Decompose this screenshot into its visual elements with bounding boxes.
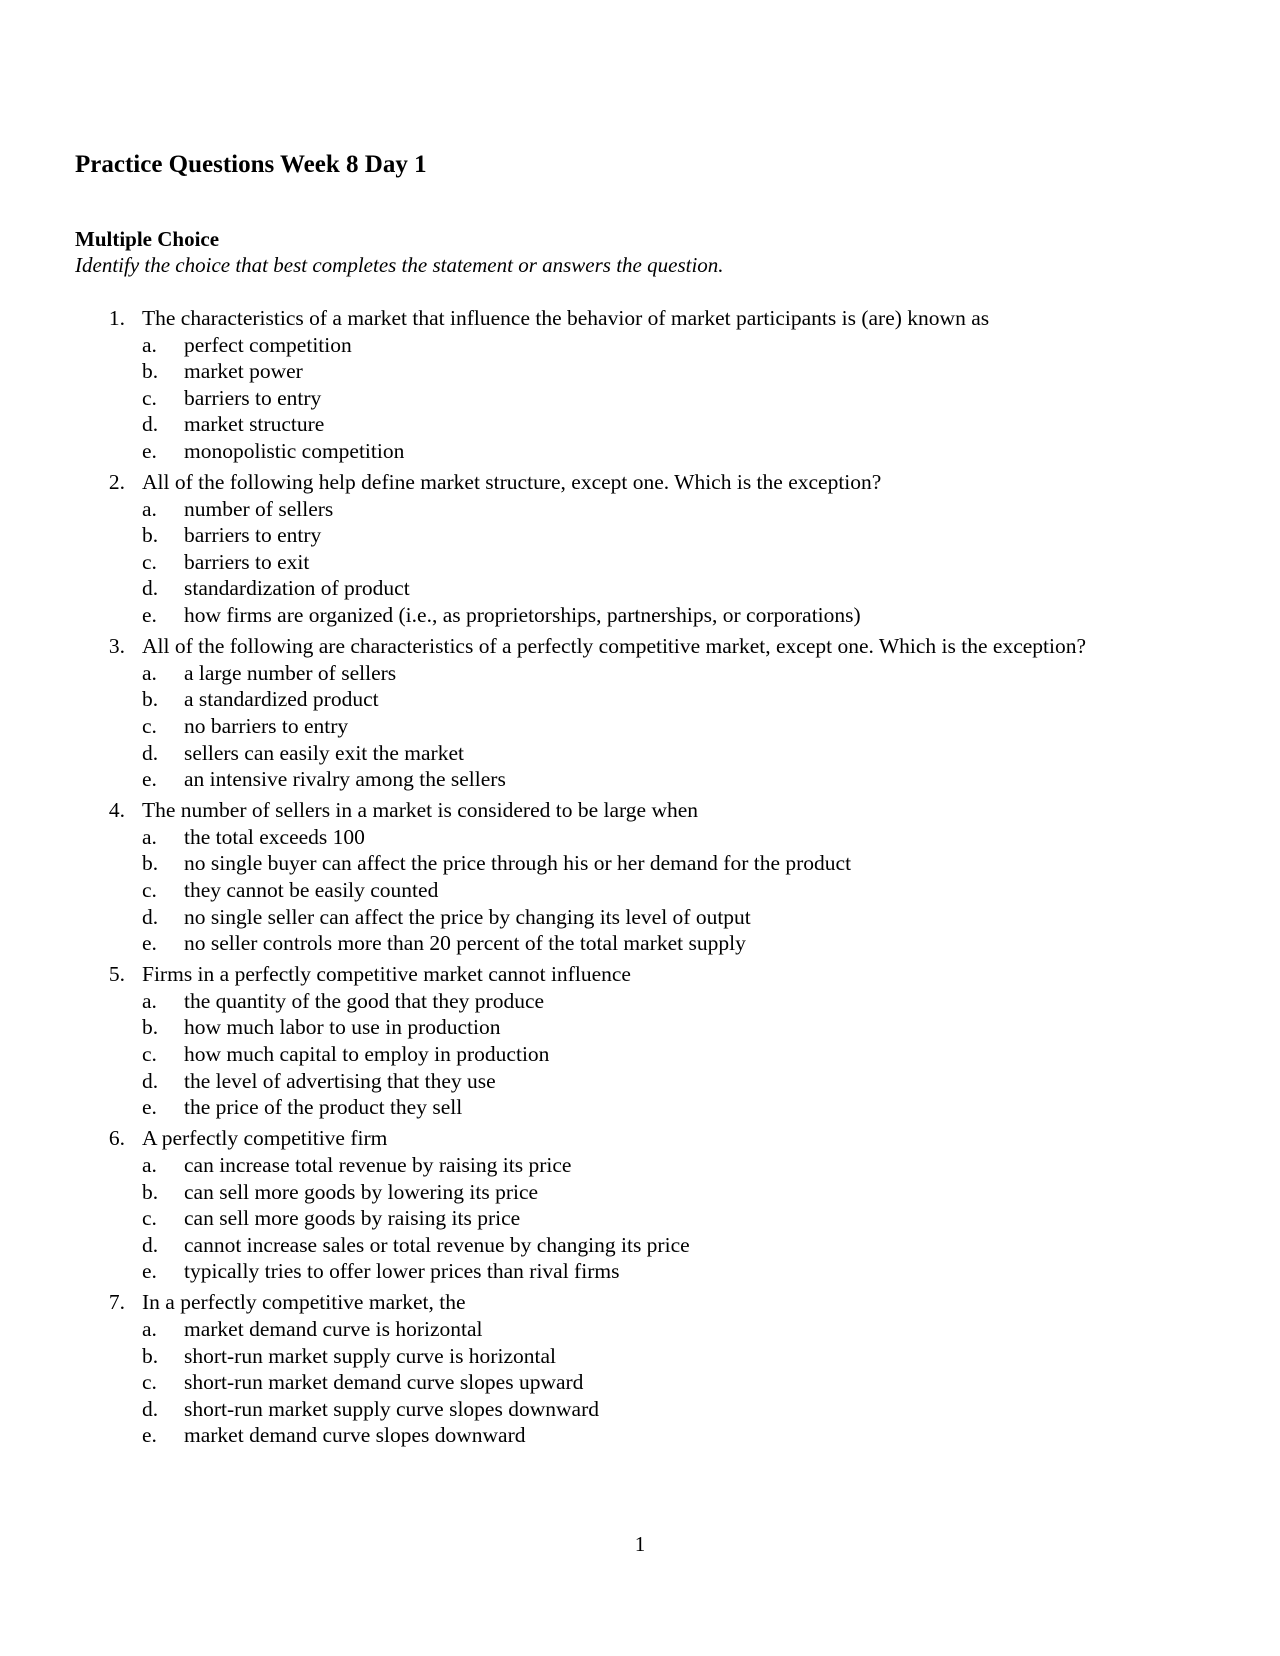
answer-option: [0, 1068, 1280, 1095]
option-letter: d.: [142, 1232, 159, 1257]
option-text: the price of the product they sell: [184, 1095, 463, 1120]
option-letter: b.: [142, 687, 159, 712]
answer-option: [0, 602, 1280, 629]
option-text: number of sellers: [184, 496, 334, 521]
answer-option: [0, 1179, 1280, 1206]
answer-option: [0, 1396, 1280, 1423]
option-letter: a.: [142, 496, 157, 521]
answer-option: [0, 904, 1280, 931]
option-text: can sell more goods by raising its price: [184, 1206, 521, 1231]
option-letter: e.: [142, 1095, 157, 1120]
option-text: market demand curve is horizontal: [184, 1316, 483, 1341]
option-text: short-run market supply curve is horizontal: [184, 1343, 556, 1368]
answer-option: [0, 332, 1280, 359]
question-item: [0, 469, 1280, 629]
option-letter: e.: [142, 603, 157, 628]
option-letter: c.: [142, 1370, 157, 1395]
answer-option: [0, 496, 1280, 523]
option-letter: e.: [142, 1423, 157, 1448]
answer-option: [0, 713, 1280, 740]
option-letter: b.: [142, 359, 159, 384]
option-letter: c.: [142, 877, 157, 902]
question-number: 7.: [108, 1290, 125, 1315]
option-text: market demand curve slopes downward: [184, 1423, 526, 1448]
option-letter: b.: [142, 1343, 159, 1368]
option-letter: d.: [142, 740, 159, 765]
option-text: market power: [184, 359, 303, 384]
question-text: The characteristics of a market that influence the behavior of market participants is (are) known as: [142, 306, 990, 330]
option-text: cannot increase sales or total revenue by changing its price: [184, 1232, 690, 1257]
answer-option: [0, 766, 1280, 793]
answer-option: [0, 686, 1280, 713]
answer-option: [0, 549, 1280, 576]
option-letter: e.: [142, 438, 157, 463]
question-stem: [0, 633, 1280, 660]
option-letter: b.: [142, 1015, 159, 1040]
option-text: the total exceeds 100: [184, 824, 365, 849]
option-text: barriers to entry: [184, 523, 322, 548]
question-stem: [0, 305, 1280, 332]
option-text: no single buyer can affect the price through his or her demand for the product: [184, 851, 852, 876]
option-text: monopolistic competition: [184, 438, 405, 463]
answer-option: [0, 988, 1280, 1015]
option-letter: d.: [142, 1068, 159, 1093]
option-text: a large number of sellers: [184, 660, 397, 685]
answer-option: [0, 1232, 1280, 1259]
option-letter: c.: [142, 549, 157, 574]
option-letter: d.: [142, 1396, 159, 1421]
option-letter: a.: [142, 988, 157, 1013]
question-item: [0, 1289, 1280, 1449]
option-letter: a.: [142, 1152, 157, 1177]
answer-option: [0, 1258, 1280, 1285]
option-text: the quantity of the good that they produce: [184, 988, 545, 1013]
option-letter: b.: [142, 851, 159, 876]
option-text: standardization of product: [184, 576, 410, 601]
option-text: perfect competition: [184, 332, 352, 357]
answer-option: [0, 1316, 1280, 1343]
option-letter: e.: [142, 1259, 157, 1284]
page-title: Practice Questions Week 8 Day 1: [75, 151, 427, 178]
option-letter: d.: [142, 576, 159, 601]
option-text: how much capital to employ in production: [184, 1042, 550, 1067]
question-number: 1.: [108, 306, 125, 330]
option-letter: a.: [142, 824, 157, 849]
page-number: 1: [634, 1532, 646, 1556]
option-text: short-run market supply curve slopes downward: [184, 1396, 599, 1421]
option-letter: c.: [142, 1042, 157, 1067]
option-letter: b.: [142, 1179, 159, 1204]
option-text: typically tries to offer lower prices than rival firms: [184, 1259, 620, 1284]
answer-option: [0, 1343, 1280, 1370]
answer-option: [0, 1094, 1280, 1121]
option-text: barriers to exit: [184, 549, 310, 574]
question-item: [0, 305, 1280, 465]
option-letter: a.: [142, 332, 157, 357]
question-number: 2.: [108, 470, 125, 495]
option-text: sellers can easily exit the market: [184, 740, 464, 765]
option-letter: b.: [142, 523, 159, 548]
answer-option: [0, 1152, 1280, 1179]
answer-option: [0, 438, 1280, 465]
question-stem: [0, 961, 1280, 988]
option-letter: c.: [142, 713, 157, 738]
option-letter: e.: [142, 767, 157, 792]
answer-option: [0, 1422, 1280, 1449]
answer-option: [0, 1369, 1280, 1396]
question-text: A perfectly competitive firm: [142, 1126, 388, 1151]
option-text: the level of advertising that they use: [184, 1068, 496, 1093]
option-text: they cannot be easily counted: [184, 877, 439, 902]
question-number: 4.: [108, 798, 125, 823]
answer-option: [0, 575, 1280, 602]
option-text: short-run market demand curve slopes upward: [184, 1370, 584, 1395]
option-text: how firms are organized (i.e., as proprietorships, partnerships, or corporations): [184, 603, 861, 628]
option-text: an intensive rivalry among the sellers: [184, 767, 506, 792]
answer-option: [0, 824, 1280, 851]
option-letter: e.: [142, 931, 157, 956]
question-item: [0, 633, 1280, 793]
option-letter: c.: [142, 1206, 157, 1231]
option-letter: a.: [142, 1316, 157, 1341]
question-number: 6.: [108, 1126, 125, 1151]
answer-option: [0, 1041, 1280, 1068]
section-heading: Multiple Choice: [75, 227, 220, 251]
option-text: no seller controls more than 20 percent of the total market supply: [184, 931, 746, 956]
option-text: can sell more goods by lowering its price: [184, 1179, 539, 1204]
answer-option: [0, 385, 1280, 412]
question-item: [0, 961, 1280, 1121]
question-stem: [0, 797, 1280, 824]
question-text: The number of sellers in a market is considered to be large when: [142, 798, 699, 823]
question-stem: [0, 469, 1280, 496]
option-text: no single seller can affect the price by changing its level of output: [184, 904, 751, 929]
question-item: [0, 797, 1280, 957]
question-text: In a perfectly competitive market, the: [142, 1290, 466, 1315]
answer-option: [0, 1205, 1280, 1232]
answer-option: [0, 930, 1280, 957]
option-text: can increase total revenue by raising its price: [184, 1152, 572, 1177]
instructions-text: Identify the choice that best completes the statement or answers the question.: [75, 253, 724, 277]
answer-option: [0, 1014, 1280, 1041]
option-letter: c.: [142, 385, 157, 410]
option-text: a standardized product: [184, 687, 379, 712]
question-item: [0, 1125, 1280, 1285]
option-letter: d.: [142, 904, 159, 929]
option-letter: d.: [142, 412, 159, 437]
answer-option: [0, 850, 1280, 877]
option-text: how much labor to use in production: [184, 1015, 501, 1040]
answer-option: [0, 358, 1280, 385]
question-stem: [0, 1125, 1280, 1152]
option-text: market structure: [184, 412, 325, 437]
answer-option: [0, 522, 1280, 549]
answer-option: [0, 411, 1280, 438]
question-stem: [0, 1289, 1280, 1316]
question-list: [0, 305, 1280, 1453]
answer-option: [0, 660, 1280, 687]
question-text: Firms in a perfectly competitive market cannot influence: [142, 962, 631, 987]
option-text: barriers to entry: [184, 385, 322, 410]
answer-option: [0, 740, 1280, 767]
question-number: 3.: [108, 634, 125, 659]
question-number: 5.: [108, 962, 125, 987]
question-text: All of the following are characteristics of a perfectly competitive market, except one. Which is the exception?: [142, 634, 1087, 659]
option-letter: a.: [142, 660, 157, 685]
answer-option: [0, 877, 1280, 904]
option-text: no barriers to entry: [184, 713, 349, 738]
question-text: All of the following help define market structure, except one. Which is the exception?: [142, 470, 882, 495]
